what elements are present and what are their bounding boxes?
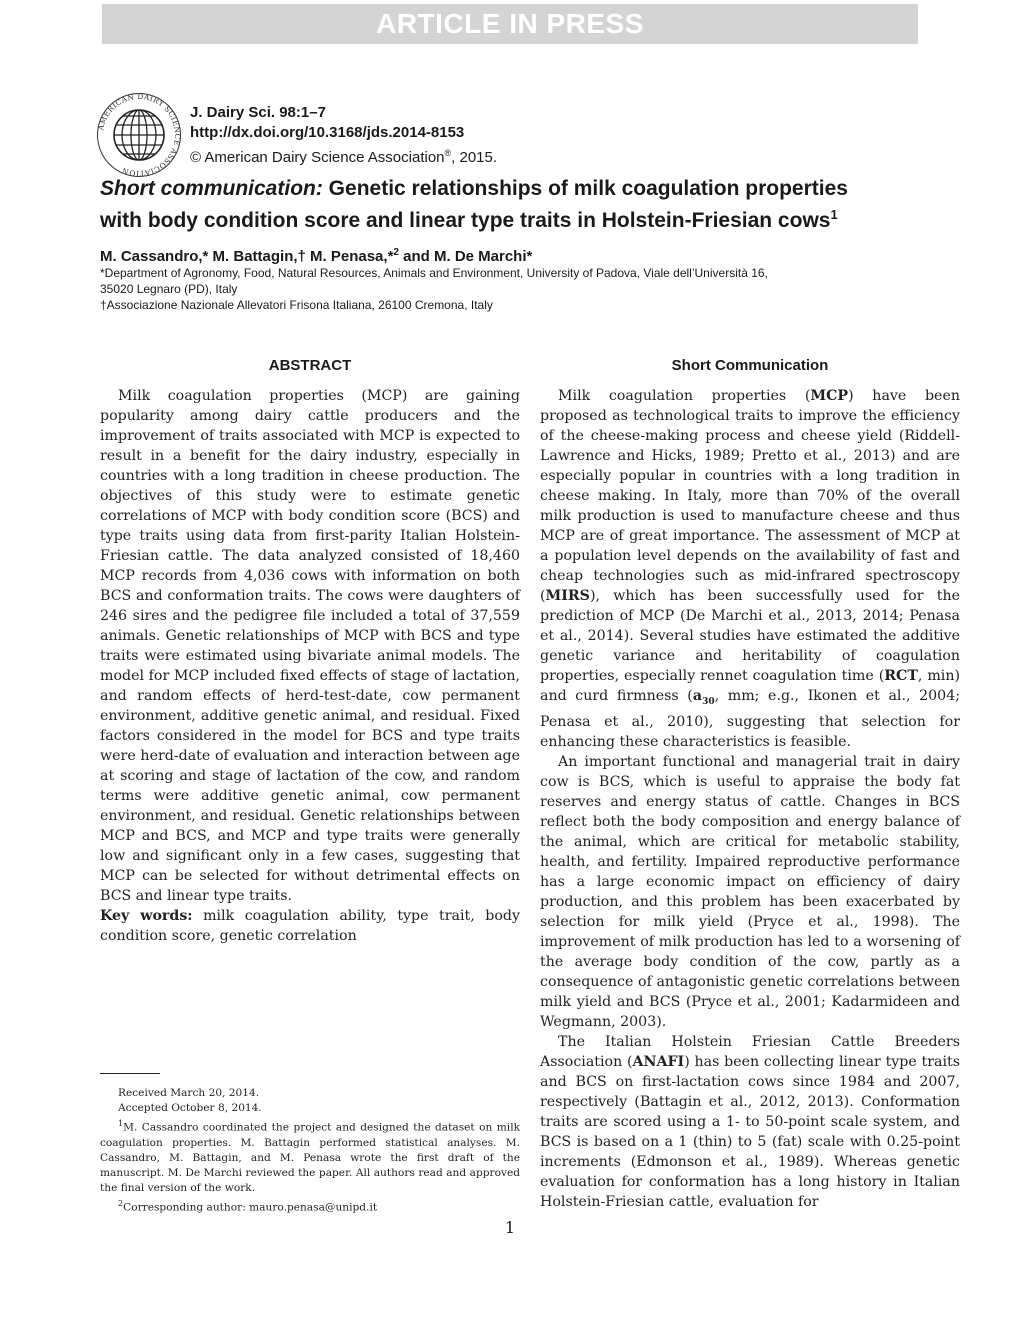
abbr-rct: RCT xyxy=(884,668,918,684)
short-communication-heading: Short Communication xyxy=(671,357,829,374)
received-date: Received March 20, 2014. xyxy=(118,1087,260,1099)
footnote-divider xyxy=(100,1073,160,1074)
keywords-label: Key words: xyxy=(100,908,193,924)
footnote-1 xyxy=(100,1116,520,1196)
copyright-year: , 2015. xyxy=(451,149,498,166)
abstract-paragraph: Milk coagulation properties (MCP) are gaining popularity among dairy cattle producers and the improvement of traits associated with MCP is expected to result in a benefit for the dairy industry, especially in countries with a long tradition in cheese production. The objectives of this study were to estimate genetic correlations of MCP with body condition score (BCS) and type traits using data from first-parity Italian Holstein-Friesian cattle. The data analyzed consisted of 18,460 MCP records from 4,036 cows with information on both BCS and conformation traits. The cows were daughters of 246 sires and the pedigree file included a total of 37,559 animals. Genetic relationships of MCP with BCS and type traits were estimated using bivariate animal models. The model for MCP included fixed effects of stage of lactation, and random effects of herd-test-date, cow permanent environment, additive genetic animal, and residual. Fixed factors considered in the model for BCS and type traits were herd-date of evaluation and interaction between age at scoring and stage of lactation of the cow, and random terms were additive genetic animal, cow permanent environment, and residual. Genetic relationships between MCP and BCS, and MCP and type traits were generally low and significant only in a few cases, suggesting that MCP can be selected for without detrimental effects on BCS and linear type traits. xyxy=(100,388,520,904)
authors-part-1: M. Cassandro,* M. Battagin,† M. Penasa,* xyxy=(100,248,394,265)
corresponding-mark: 2 xyxy=(393,247,399,258)
keywords-text: milk coagulation ability, type trait, body condition score, genetic correlation xyxy=(100,908,520,944)
a30-letter: a xyxy=(692,688,703,704)
registered-mark: ® xyxy=(444,148,452,158)
abbr-mirs: MIRS xyxy=(545,588,590,604)
journal-citation: J. Dairy Sci. 98:1–7 xyxy=(190,104,326,121)
abstract-heading: ABSTRACT xyxy=(268,357,352,374)
journal-info xyxy=(190,103,497,168)
abbr-mcp: MCP xyxy=(810,388,849,404)
article-in-press-banner: ARTICLE IN PRESS xyxy=(102,4,918,44)
short-communication-body xyxy=(540,386,960,1212)
footnote-2 xyxy=(100,1196,520,1216)
p3-text-b: ) has been collecting linear type traits and BCS on first-lactation cows since 1984 and 2007, respectively (Battagin et al., 2012, 2013). Conformation traits are scored using a 1- to 50-point scale system, and BCS is based on a 1 (thin) to 5 (fat) scale with 0.25-point increments (Edmonson et al., 1989). Whereas genetic evaluation for conformation has a long history in Italian Holstein-Friesian cattle, evaluation for xyxy=(540,1053,960,1210)
affiliation-line-3: †Associazione Nazionale Allevatori Frisona Italiana, 26100 Cremona, Italy xyxy=(100,298,493,312)
title-line-2: with body condition score and linear type traits in Holstein-Friesian cows xyxy=(100,209,831,232)
p3-text-a: The Italian Holstein Friesian Cattle Breeders Association ( xyxy=(540,1033,960,1070)
footnote-1-text: M. Cassandro coordinated the project and designed the dataset on milk coagulation properties. M. Battagin performed statistical analyses. M. Cassandro, M. Battagin, and M. Penasa wrote the first draft of the manuscript. M. De Marchi reviewed the paper. All authors read and approved the final version of the work. xyxy=(100,1121,520,1194)
footnote-2-text: Corresponding author: mauro.penasa@unipd.it xyxy=(123,1201,378,1214)
author-list xyxy=(100,247,532,265)
title-prefix: Short communication: xyxy=(100,177,323,200)
affiliation-line-2: 35020 Legnaro (PD), Italy xyxy=(100,282,238,296)
publisher-name: American Dairy Science Association xyxy=(204,149,445,166)
p1-text-c: ), which has been successfully used for the prediction of MCP (De Marchi et al., 2013, 2014; Penasa et al., 2014). Several studies have estimated the additive genetic variance and heritability of coagulation properties, especially rennet coagulation time ( xyxy=(540,588,960,684)
p1-text-e: , mm; e.g., Ikonen et al., 2004; Penasa et al., 2010), suggesting that selection for enhancing these characteristics is feasible. xyxy=(540,688,960,750)
affiliation-line-1: *Department of Agronomy, Food, Natural Resources, Animals and Environment, University of Padova, Viale dell’Università 16, xyxy=(100,266,768,280)
abbr-a30 xyxy=(692,688,715,707)
keywords-line xyxy=(100,906,520,946)
affiliations xyxy=(100,265,920,313)
accepted-date: Accepted October 8, 2014. xyxy=(118,1102,262,1114)
abstract-body xyxy=(100,386,520,946)
logo-ring-text: AMERICAN DAIRY SCIENCE ASSOCIATION xyxy=(96,92,182,178)
p1-text-b: ) have been proposed as technological traits to improve the efficiency of the cheese-making process and cheese yield (Riddell-Lawrence and Hicks, 1989; Pretto et al., 2013) and are especially popular in countries with a long tradition in cheese making. In Italy, more than 70% of the overall milk production is used to manufacture cheese and thus MCP are of great importance. The assessment of MCP at a population level depends on the availability of fast and cheap technologies such as mid-infrared spectroscopy ( xyxy=(540,388,960,604)
page-number: 1 xyxy=(504,1218,516,1237)
adsa-logo xyxy=(96,92,182,178)
p1-text-a: Milk coagulation properties ( xyxy=(558,388,811,404)
p1-text-d: , min) and curd firmness ( xyxy=(540,668,960,704)
authors-part-2: and M. De Marchi* xyxy=(398,248,533,265)
copyright-symbol: © xyxy=(190,149,202,166)
paragraph-1 xyxy=(540,386,960,752)
paragraph-2: An important functional and managerial trait in dairy cow is BCS, which is useful to appraise the body fat reserves and energy status of cattle. Changes in BCS reflect both the body composition and energy balance of the animal, which are critical for metabolic stability, health, and fertility. Impaired reproductive performance has a large economic impact on efficiency of dairy production, and this problem has been exacerbated by selection for milk yield (Pryce et al., 1998). The improvement of milk production has led to a worsening of the average body condition of the cow, partly as a consequence of antagonistic genetic correlations between milk yield and BCS (Pryce et al., 2001; Kadarmideen and Wegmann, 2003). xyxy=(540,753,960,1030)
footnote-1-mark: 1 xyxy=(118,1119,124,1128)
copyright-line xyxy=(190,143,497,168)
a30-subscript: 30 xyxy=(702,696,715,707)
footnote-2-mark: 2 xyxy=(118,1198,124,1208)
paragraph-3 xyxy=(540,1032,960,1212)
footnotes xyxy=(100,1086,520,1215)
title-line-1: Genetic relationships of milk coagulation properties xyxy=(322,177,848,200)
doi-link[interactable]: http://dx.doi.org/10.3168/jds.2014-8153 xyxy=(190,124,465,141)
article-title xyxy=(100,176,930,234)
abbr-anafi: ANAFI xyxy=(632,1053,685,1070)
title-footnote-mark: 1 xyxy=(830,207,838,222)
